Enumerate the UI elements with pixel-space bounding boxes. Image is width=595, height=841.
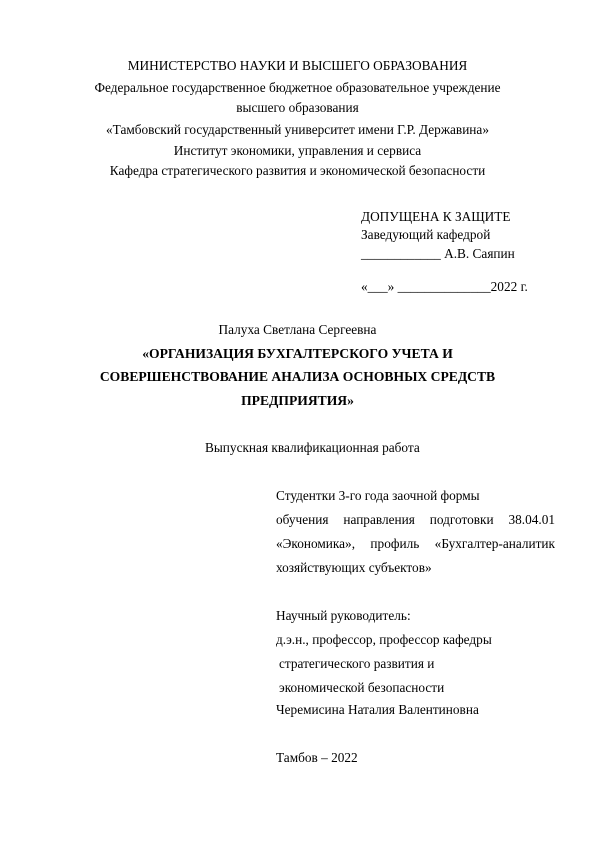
supervisor-name: Черемисина Наталия Валентиновна: [276, 702, 479, 717]
thesis-title-line-2: СОВЕРШЕНСТВОВАНИЕ АНАЛИЗА ОСНОВНЫХ СРЕДСТВ: [99, 369, 496, 384]
thesis-title-line-3: ПРЕДПРИЯТИЯ»: [241, 393, 354, 408]
student-line-3: «Экономика», профиль «Бухгалтер-аналитик: [276, 536, 555, 551]
approval-signature-line: ____________ А.В. Саяпин: [361, 246, 515, 261]
supervisor-line-1: д.э.н., профессор, профессор кафедры: [276, 632, 492, 647]
institution-type-continued: высшего образования: [236, 100, 359, 115]
thesis-title-line-1: «ОРГАНИЗАЦИЯ БУХГАЛТЕРСКОГО УЧЕТА И: [142, 346, 453, 361]
supervisor-line-3: экономической безопасности: [279, 680, 445, 695]
student-line-1: Студентки 3-го года заочной формы: [276, 488, 480, 503]
university-name: «Тамбовский государственный университет имени Г.Р. Державина»: [106, 122, 489, 137]
department-name: Кафедра стратегического развития и экономической безопасности: [109, 163, 486, 178]
author-name: Палуха Светлана Сергеевна: [218, 322, 377, 337]
approval-role: Заведующий кафедрой: [361, 227, 491, 242]
institution-type: Федеральное государственное бюджетное образовательное учреждение: [94, 80, 501, 95]
approval-title: ДОПУЩЕНА К ЗАЩИТЕ: [361, 209, 511, 224]
student-line-2: обучения направления подготовки 38.04.01: [276, 512, 555, 527]
approval-date-line: «___» ______________2022 г.: [361, 279, 528, 294]
institute-name: Институт экономики, управления и сервиса: [173, 143, 422, 158]
supervisor-line-2: стратегического развития и: [279, 656, 435, 671]
work-type: Выпускная квалификационная работа: [205, 440, 420, 455]
supervisor-label: Научный руководитель:: [276, 608, 411, 623]
ministry-name: МИНИСТЕРСТВО НАУКИ И ВЫСШЕГО ОБРАЗОВАНИЯ: [127, 58, 468, 73]
city-year: Тамбов – 2022: [276, 750, 358, 765]
student-line-4: хозяйствующих субъектов»: [276, 560, 432, 575]
